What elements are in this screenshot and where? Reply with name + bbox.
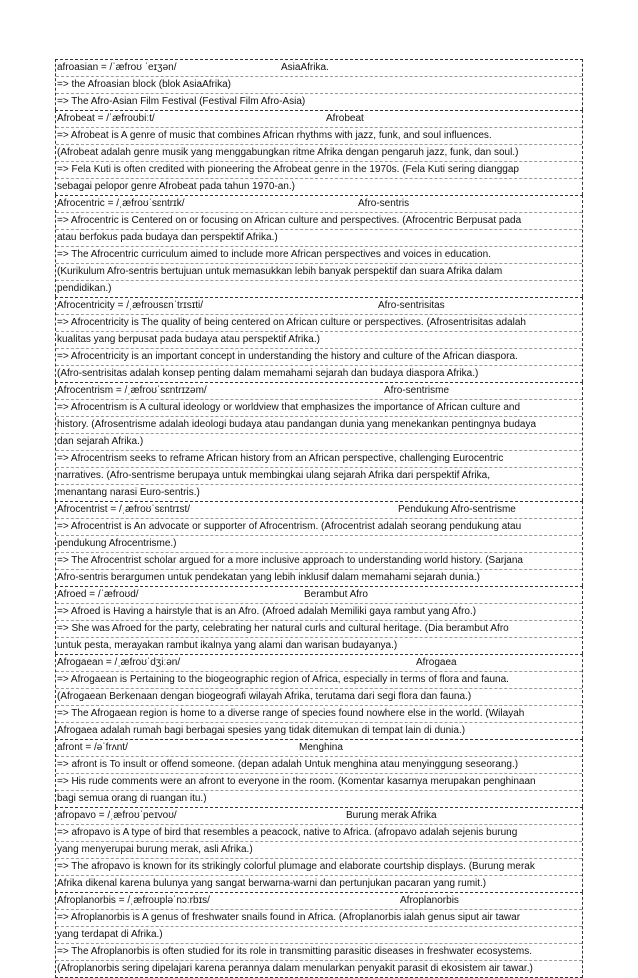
entry-term-pronunciation: Afrobeat = /ˈæfroʊbiːt/ bbox=[57, 113, 155, 124]
entry-text-line: => Afrocentricity is an important concept in understanding the history and culture of the African diaspora. bbox=[56, 349, 582, 366]
dictionary-entry bbox=[55, 110, 583, 195]
entry-translation: Menghina bbox=[299, 742, 343, 753]
entry-text-line: => Afrobeat is A genre of music that combines African rhythms with jazz, funk, and soul influences. bbox=[56, 128, 582, 145]
entry-text-line: menantang narasi Euro-sentris.) bbox=[57, 487, 200, 498]
dictionary-entry bbox=[55, 586, 583, 654]
entry-text-line: Afro-sentris berargumen untuk pendekatan yang lebih inklusif dalam memahami sejarah dunia.) bbox=[57, 572, 481, 583]
entry-text-line: => Afroplanorbis is A genus of freshwater snails found in Africa. (Afroplanorbis ialah genus siput air tawar bbox=[56, 910, 582, 927]
entry-translation: AsiaAfrika. bbox=[281, 62, 329, 73]
entry-text-line: kualitas yang berpusat pada budaya atau perspektif Afrika.) bbox=[56, 332, 582, 349]
entry-text-line: => Fela Kuti is often credited with pioneering the Afrobeat genre in the 1970s. (Fela Kuti sering dianggap bbox=[56, 162, 582, 179]
dictionary-entry bbox=[55, 297, 583, 382]
dictionary-entry bbox=[55, 654, 583, 739]
entry-text-line: (Afrogaean Berkenaan dengan biogeografi wilayah Afrika, terutama dari segi flora dan fauna.) bbox=[56, 689, 582, 706]
entry-text-line: => Afrocentricity is The quality of being centered on African culture or perspectives. (Afrosentrisitas adalah bbox=[56, 315, 582, 332]
entry-term-pronunciation: Afrocentricity = /ˌæfroʊsɛnˈtrɪsɪti/ bbox=[57, 300, 204, 311]
entry-text-line: => the Afroasian block (blok AsiaAfrika) bbox=[56, 77, 582, 94]
entry-term-pronunciation: Afrogaean = /ˌæfroʊˈdʒiːən/ bbox=[57, 657, 181, 668]
entry-text-line: history. (Afrosentrisme adalah ideologi budaya atau pandangan dunia yang menekankan pentingnya budaya bbox=[56, 417, 582, 434]
entry-text-line: (Afroplanorbis sering dipelajari karena perannya dalam menularkan penyakit parasit di ekosistem air tawar.) bbox=[57, 963, 533, 974]
entry-text-line: dan sejarah Afrika.) bbox=[56, 434, 582, 451]
entry-text-line: => The Afrocentrist scholar argued for a more inclusive approach to understanding world history. (Sarjana bbox=[56, 553, 582, 570]
entry-text-line: (Kurikulum Afro-sentris bertujuan untuk memasukkan lebih banyak perspektif dan suara Afrika dalam bbox=[56, 264, 582, 281]
entry-text-line: untuk pesta, merayakan rambut ikalnya yang alami dan warisan budayanya.) bbox=[57, 640, 398, 651]
entry-headline bbox=[56, 587, 582, 604]
entry-headline bbox=[56, 298, 582, 315]
entry-text-line: => afropavo is A type of bird that resembles a peacock, native to Africa. (afropavo adalah sejenis burung bbox=[56, 825, 582, 842]
entry-translation: Afro-sentris bbox=[358, 198, 410, 209]
entry-term-pronunciation: afropavo = /ˌæfroʊˈpeɪvoʊ/ bbox=[57, 810, 177, 821]
entry-headline bbox=[56, 740, 582, 757]
entry-headline bbox=[56, 111, 582, 128]
entry-translation: Berambut Afro bbox=[304, 589, 368, 600]
entry-headline bbox=[56, 383, 582, 400]
entry-text-line: sebagai pelopor genre Afrobeat pada tahun 1970-an.) bbox=[57, 181, 295, 192]
entry-translation: Afro-sentrisitas bbox=[378, 300, 445, 311]
entry-text-line: narratives. (Afro-sentrisme berupaya untuk membingkai ulang sejarah Afrika dari perspektif Afrika, bbox=[56, 468, 582, 485]
entry-translation: Afroplanorbis bbox=[400, 895, 459, 906]
dictionary-entry bbox=[55, 807, 583, 892]
entry-text-line: => His rude comments were an afront to everyone in the room. (Komentar kasarnya merupakan penghinaan bbox=[56, 774, 582, 791]
entry-text-line: => The Afrogaean region is home to a diverse range of species found nowhere else in the world. (Wilayah bbox=[56, 706, 582, 723]
dictionary-entry bbox=[55, 382, 583, 501]
entry-headline bbox=[56, 502, 582, 519]
entry-text-line: (Afro-sentrisitas adalah konsep penting dalam memahami sejarah dan budaya diaspora Afrika.) bbox=[57, 368, 479, 379]
entry-term-pronunciation: Afrocentrism = /ˌæfroʊˈsɛntrɪzəm/ bbox=[57, 385, 207, 396]
entry-term-pronunciation: afront = /əˈfrʌnt/ bbox=[57, 742, 128, 753]
entry-term-pronunciation: Afroplanorbis = /ˌæfroʊpləˈnɔːrbɪs/ bbox=[57, 895, 210, 906]
dictionary-entry bbox=[55, 739, 583, 807]
dictionary-page bbox=[55, 59, 583, 978]
entry-text-line: => The Afroplanorbis is often studied for its role in transmitting parasitic diseases in freshwater ecosystems. bbox=[56, 944, 582, 961]
entry-text-line: pendukung Afrocentrisme.) bbox=[56, 536, 582, 553]
entry-text-line: (Afrobeat adalah genre musik yang menggabungkan ritme Afrika dengan pengaruh jazz, funk, dan soul.) bbox=[56, 145, 582, 162]
entry-text-line: bagi semua orang di ruangan itu.) bbox=[57, 793, 207, 804]
entry-text-line: pendidikan.) bbox=[57, 283, 112, 294]
entry-term-pronunciation: Afrocentric = /ˌæfroʊˈsɛntrɪk/ bbox=[57, 198, 185, 209]
entry-text-line: Afrika dikenal karena bulunya yang sangat berwarna-warni dan pertunjukan pacaran yang rumit.) bbox=[57, 878, 487, 889]
entry-headline bbox=[56, 60, 582, 77]
entry-headline bbox=[56, 196, 582, 213]
dictionary-entry bbox=[55, 501, 583, 586]
dictionary-entry bbox=[55, 892, 583, 978]
entry-translation: Afrobeat bbox=[326, 113, 364, 124]
entry-text-line: => She was Afroed for the party, celebrating her natural curls and cultural heritage. (Dia berambut Afro bbox=[56, 621, 582, 638]
entry-text-line: => Afrocentrist is An advocate or supporter of Afrocentrism. (Afrocentrist adalah seorang pendukung atau bbox=[56, 519, 582, 536]
entry-headline bbox=[56, 808, 582, 825]
entry-text-line: => Afroed is Having a hairstyle that is an Afro. (Afroed adalah Memiliki gaya rambut yang Afro.) bbox=[56, 604, 582, 621]
entry-term-pronunciation: Afroed = /ˈæfroʊd/ bbox=[57, 589, 139, 600]
entry-translation: Pendukung Afro-sentrisme bbox=[398, 504, 516, 515]
dictionary-entry bbox=[55, 195, 583, 297]
entry-text-line: yang terdapat di Afrika.) bbox=[56, 927, 582, 944]
dictionary-entry bbox=[55, 59, 583, 110]
entry-text-line: Afrogaea adalah rumah bagi berbagai spesies yang tidak ditemukan di tempat lain di dunia.) bbox=[57, 725, 466, 736]
entry-text-line: => Afrocentrism is A cultural ideology or worldview that emphasizes the importance of African culture and bbox=[56, 400, 582, 417]
entry-text-line: => Afrocentrism seeks to reframe African history from an African perspective, challenging Eurocentric bbox=[56, 451, 582, 468]
entry-text-line: => The Afro-Asian Film Festival (Festival Film Afro-Asia) bbox=[57, 96, 306, 107]
entry-text-line: => The afropavo is known for its strikingly colorful plumage and elaborate courtship displays. (Burung merak bbox=[56, 859, 582, 876]
entry-term-pronunciation: Afrocentrist = /ˌæfroʊˈsɛntrɪst/ bbox=[57, 504, 191, 515]
entry-headline bbox=[56, 655, 582, 672]
entry-translation: Afrogaea bbox=[416, 657, 457, 668]
entry-text-line: => The Afrocentric curriculum aimed to include more African perspectives and voices in education. bbox=[56, 247, 582, 264]
entry-text-line: atau berfokus pada budaya dan perspektif Afrika.) bbox=[56, 230, 582, 247]
entry-text-line: yang menyerupai burung merak, asli Afrika.) bbox=[56, 842, 582, 859]
entry-text-line: => afront is To insult or offend someone. (depan adalah Untuk menghina atau menyinggung seseorang.) bbox=[56, 757, 582, 774]
entry-translation: Afro-sentrisme bbox=[384, 385, 450, 396]
entry-text-line: => Afrogaean is Pertaining to the biogeographic region of Africa, especially in terms of flora and fauna. bbox=[56, 672, 582, 689]
entry-text-line: => Afrocentric is Centered on or focusing on African culture and perspectives. (Afrocentric Berpusat pada bbox=[56, 213, 582, 230]
entry-translation: Burung merak Afrika bbox=[346, 810, 437, 821]
entry-term-pronunciation: afroasian = /ˈæfroʊ ˈeɪʒən/ bbox=[57, 62, 177, 73]
entry-headline bbox=[56, 893, 582, 910]
